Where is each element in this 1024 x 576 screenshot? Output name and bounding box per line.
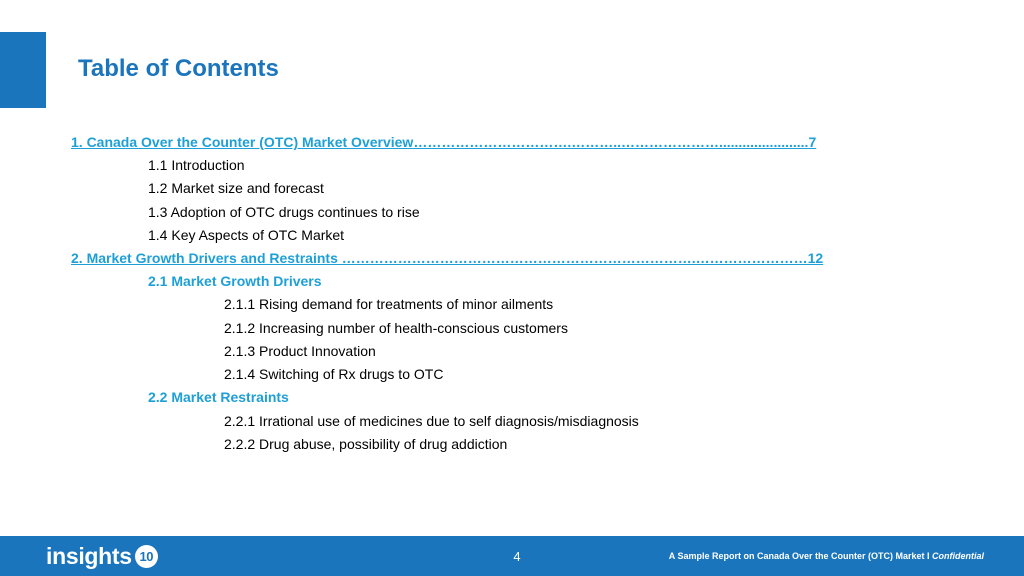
toc-section-2-link[interactable]: 2. Market Growth Drivers and Restraints ………………………………………………………………….……………………12 xyxy=(71,250,824,266)
toc-subsection-2-2: 2.2 Market Restraints xyxy=(148,389,289,405)
page-title: Table of Contents xyxy=(78,55,279,82)
footer-bar xyxy=(0,536,1024,576)
toc-item-1-1: 1.1 Introduction xyxy=(148,157,245,173)
footer-confidential-label: Confidential xyxy=(932,551,984,561)
toc-item-2-2-1: 2.2.1 Irrational use of medicines due to self diagnosis/misdiagnosis xyxy=(224,413,639,429)
footer-report-text xyxy=(669,550,984,562)
logo-wordmark: insights xyxy=(46,542,132,569)
toc-item-2-1-1: 2.1.1 Rising demand for treatments of minor ailments xyxy=(224,296,554,312)
toc-item-2-1-3: 2.1.3 Product Innovation xyxy=(224,343,376,359)
page-number: 4 xyxy=(513,549,521,564)
logo-badge: 10 xyxy=(135,545,158,568)
toc-section-1-link[interactable]: 1. Canada Over the Counter (OTC) Market Overview…………………………….………..………………….......................7 xyxy=(71,134,817,150)
toc-item-1-2: 1.2 Market size and forecast xyxy=(148,180,324,196)
toc-item-1-3: 1.3 Adoption of OTC drugs continues to rise xyxy=(148,204,420,220)
toc-item-2-1-4: 2.1.4 Switching of Rx drugs to OTC xyxy=(224,366,444,382)
toc-item-1-4: 1.4 Key Aspects of OTC Market xyxy=(148,227,345,243)
footer-report-title: A Sample Report on Canada Over the Counter (OTC) Market I xyxy=(668,551,932,561)
toc-item-2-1-2: 2.1.2 Increasing number of health-conscious customers xyxy=(224,320,568,336)
toc-item-2-2-2: 2.2.2 Drug abuse, possibility of drug addiction xyxy=(224,436,508,452)
insights10-logo xyxy=(46,542,158,570)
toc-subsection-2-1: 2.1 Market Growth Drivers xyxy=(148,273,322,289)
